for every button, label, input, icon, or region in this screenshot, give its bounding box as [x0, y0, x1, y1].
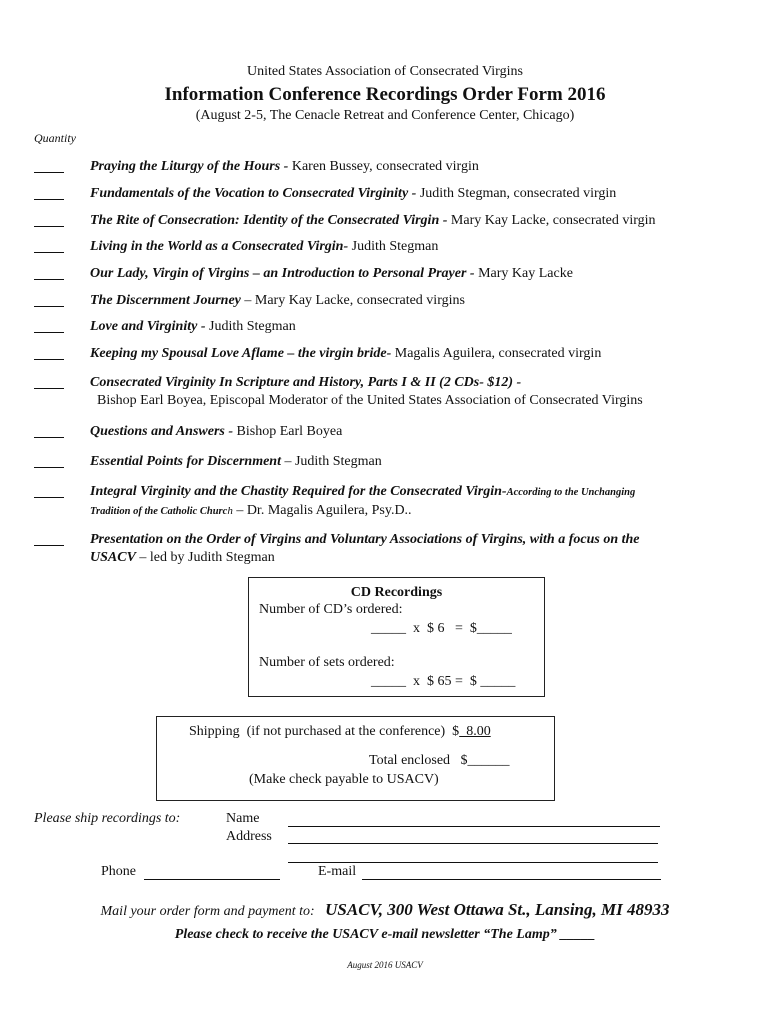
item-title: Praying the Liturgy of the Hours -	[90, 159, 289, 174]
shipping-row	[189, 724, 491, 740]
organization-name: United States Association of Consecrated Virgins	[247, 64, 523, 79]
item-speaker: Karen Bussey, consecrated virgin	[288, 159, 479, 174]
cd-box-heading: CD Recordings	[350, 585, 443, 600]
item-title: Consecrated Virginity In Scripture and History, Parts I & II (2 CDs- $12) -	[90, 375, 522, 390]
item-title-line2-end: h	[227, 505, 233, 517]
item-title: Essential Points for Discernment	[90, 454, 281, 469]
item-title-small: According to the Unchanging	[506, 487, 636, 498]
cds-ordered-calc[interactable]: _____ x $ 6 = $_____	[371, 621, 512, 636]
quantity-field[interactable]	[34, 423, 64, 438]
address-field-2[interactable]	[288, 862, 658, 863]
quantity-field[interactable]	[34, 158, 64, 173]
newsletter-optin[interactable]: Please check to receive the USACV e-mail newsletter “The Lamp” _____	[174, 927, 596, 942]
item-title: The Discernment Journey	[90, 293, 241, 308]
quantity-field[interactable]	[34, 292, 64, 307]
email-field[interactable]	[362, 879, 661, 880]
item-title-line2: Tradition of the Catholic Churc	[90, 506, 228, 517]
item-speaker: – Judith Stegman	[280, 454, 382, 469]
total-row	[369, 753, 510, 769]
item-speaker: Magalis Aguilera, consecrated virgin	[391, 346, 602, 361]
item-speaker: Mary Kay Lacke, consecrated virgin	[447, 213, 656, 228]
item-title-line2: USACV	[90, 550, 136, 565]
item-speaker: Bishop Earl Boyea	[233, 424, 343, 439]
page-title: Information Conference Recordings Order Form 2016	[164, 84, 606, 105]
quantity-heading: Quantity	[34, 131, 76, 145]
address-field[interactable]	[288, 843, 658, 844]
item-title: Living in the World as a Consecrated Virgin-	[90, 239, 349, 254]
item-speaker: Judith Stegman	[205, 319, 296, 334]
item-speaker: – Dr. Magalis Aguilera, Psy.D..	[232, 503, 412, 518]
item-title: Love and Virginity -	[90, 319, 206, 334]
mail-to-line	[0, 900, 770, 920]
item-speaker-line2: Bishop Earl Boyea, Episcopal Moderator of the United States Association of Consecrated Virgins	[97, 393, 643, 408]
shipping-label: Shipping (if not purchased at the conference) $	[189, 724, 460, 739]
total-label: Total enclosed $	[369, 753, 468, 768]
quantity-field[interactable]	[34, 238, 64, 253]
item-speaker: Judith Stegman	[348, 239, 439, 254]
quantity-field[interactable]	[34, 318, 64, 333]
quantity-field[interactable]	[34, 374, 64, 389]
address-label: Address	[226, 829, 272, 844]
totals-box	[156, 716, 555, 801]
quantity-field[interactable]	[34, 483, 64, 498]
total-value[interactable]: ______	[467, 753, 510, 768]
item-title: Our Lady, Virgin of Virgins – an Introduction to Personal Prayer -	[90, 266, 475, 281]
cd-recordings-box	[248, 577, 545, 697]
item-title: Fundamentals of the Vocation to Consecrated Virginity -	[90, 186, 417, 201]
phone-label: Phone	[101, 864, 136, 879]
quantity-field[interactable]	[34, 185, 64, 200]
item-speaker: Mary Kay Lacke	[474, 266, 573, 281]
shipping-value: 8.00	[459, 724, 491, 739]
sets-ordered-calc[interactable]: _____ x $ 65 = $ _____	[371, 674, 516, 689]
name-field[interactable]	[288, 826, 660, 827]
name-label: Name	[226, 811, 260, 826]
quantity-field[interactable]	[34, 345, 64, 360]
phone-field[interactable]	[144, 879, 280, 880]
item-title: Questions and Answers -	[90, 424, 234, 439]
item-title: Integral Virginity and the Chastity Required for the Consecrated Virgin-	[90, 484, 507, 499]
item-title: Presentation on the Order of Virgins and Voluntary Associations of Virgins, with a focus on the	[90, 532, 640, 547]
quantity-field[interactable]	[34, 531, 64, 546]
item-title: Keeping my Spousal Love Aflame – the virgin bride-	[90, 346, 392, 361]
item-speaker: – led by Judith Stegman	[135, 550, 275, 565]
quantity-field[interactable]	[34, 265, 64, 280]
item-speaker: – Mary Kay Lacke, consecrated virgins	[240, 293, 465, 308]
mail-to-label: Mail your order form and payment to:	[100, 904, 315, 919]
email-label: E-mail	[318, 864, 357, 879]
item-speaker: Judith Stegman, consecrated virgin	[416, 186, 617, 201]
footer-text: August 2016 USACV	[347, 960, 423, 970]
payable-note: (Make check payable to USACV)	[249, 772, 439, 787]
quantity-field[interactable]	[34, 453, 64, 468]
ship-to-label: Please ship recordings to:	[34, 811, 181, 826]
item-title: The Rite of Consecration: Identity of the Consecrated Virgin -	[90, 213, 448, 228]
mail-address: USACV, 300 West Ottawa St., Lansing, MI 48933	[325, 900, 670, 919]
page-subtitle: (August 2-5, The Cenacle Retreat and Conference Center, Chicago)	[195, 108, 575, 123]
cds-ordered-label: Number of CD’s ordered:	[259, 602, 403, 617]
sets-ordered-label: Number of sets ordered:	[259, 655, 395, 670]
quantity-field[interactable]	[34, 212, 64, 227]
